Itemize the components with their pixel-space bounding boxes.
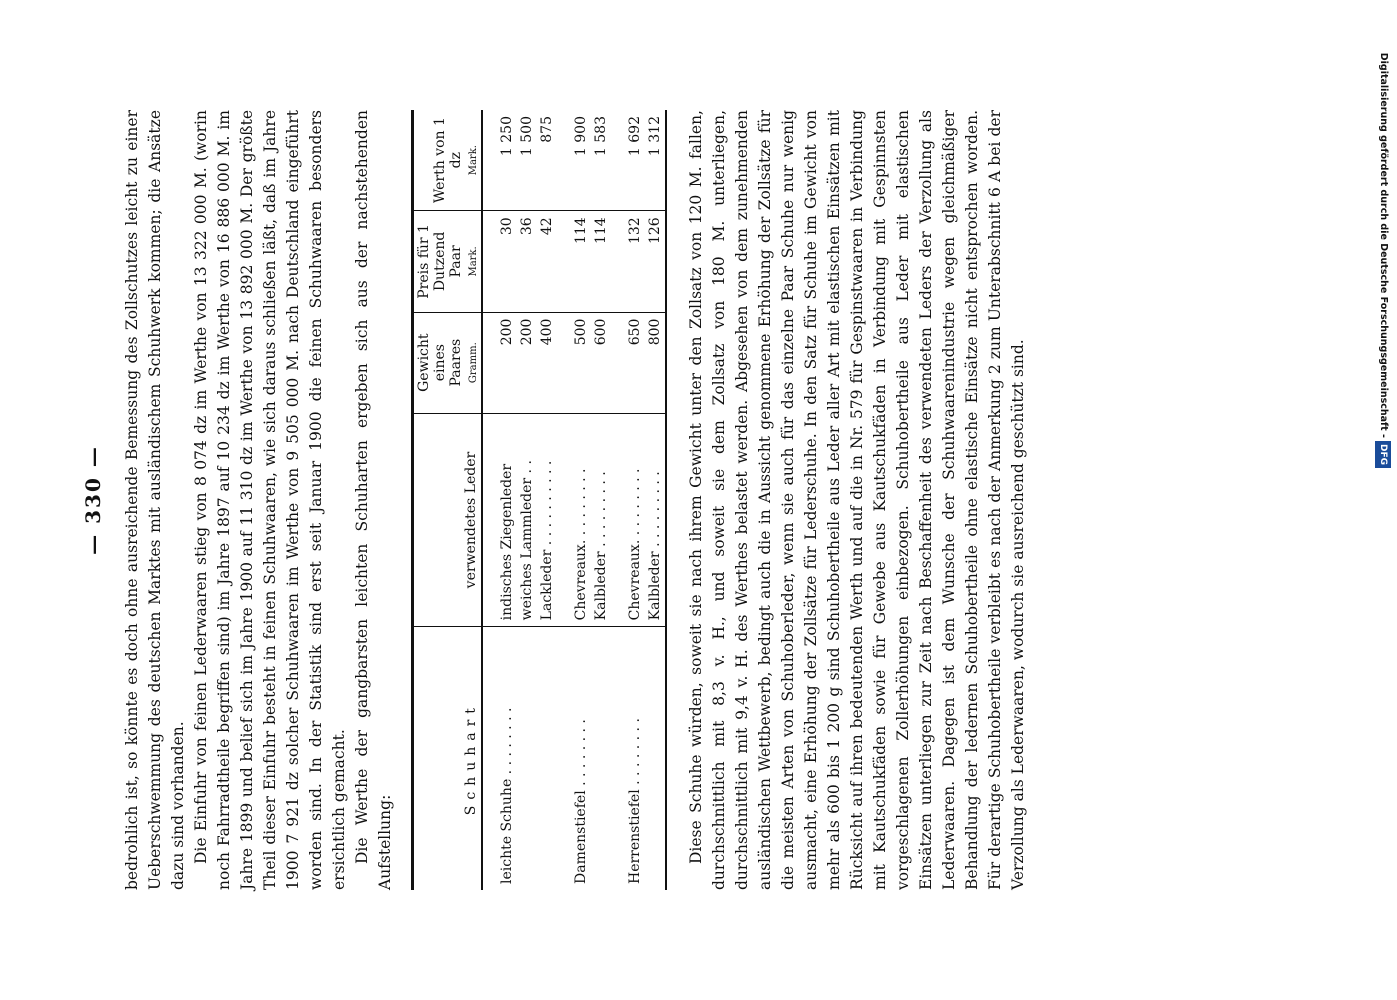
table-spacer-row (482, 110, 497, 890)
header-werth (413, 110, 483, 211)
table-header-row (413, 110, 483, 890)
cell-schuhart (537, 627, 557, 890)
cell-leder: indisches Ziegenleder (497, 413, 517, 627)
table-spacer-row (557, 110, 571, 890)
table-row (537, 110, 557, 890)
cell-werth: 1 692 (625, 110, 645, 211)
header-gewicht-unit: Gramm. (468, 342, 479, 384)
cell-gewicht: 200 (497, 312, 517, 413)
paragraph-1: bedrohlich ist, so könnte es doch ohne ausreichende Bemessung des Zollschutzes leicht zu einer Ueberschwemmung des deutschen Marktes mit ausländischem Schuhwerk kommen; die Ansätze dazu sind vorhanden. (123, 110, 187, 890)
table-row (625, 110, 645, 890)
paragraph-4: Diese Schuhe würden, soweit sie nach ihrem Gewicht unter den Zollsatz von 120 M. fallen, durchschnittlich mit 8,3 v. H., und soweit sie dem Zollsatz von 180 M. unterliegen, durchschnittlich mit 9,4 v. H. des Werthes belastet werden. Abgesehen von dem zunehmenden ausländischen Wettbewerb, bedingt auch die in Aussicht genommene Erhöhung der Zollsätze für die meisten Arten von Schuhoberleder, wenn sie auch für das einzelne Paar Schuhe nur wenig ausmacht, eine Erhöhung der Zollsätze für Lederschuhe. In den Satz für Schuhe im Gewicht von mehr als 600 bis 1 200 g sind Schuhobertheile aus Leder aller Art mit elastischen Einsätzen mit Rücksicht auf ihren bedeutenden Werth und auf die in Nr. 579 für Gespinstwaaren in Verbindung mit Kautschukfäden sowie für Gewebe aus Kautschukfäden in Verbindung mit Gespinnsten vorgeschlagenen Zollerhöhungen einbezogen. Schuhobertheile aus Leder mit elastischen Einsätzen unterliegen zur Zeit nach Beschaffenheit des verwendeten Leders der Verzollung als Lederwaaren. Dagegen ist dem Wunsche der Schuhwaarenindustrie wegen gleichmäßiger Behandlung der ledernen Schuhobertheile ohne elastische Einsätze nicht entsprochen worden. Für derartige Schuhobertheile verbleibt es nach der Anmerkung 2 zum Unterabschnitt 6 A bei der Verzollung als Lederwaaren, wodurch sie ausreichend geschützt sind. (687, 110, 1027, 890)
table-row (497, 110, 517, 890)
cell-schuhart: Herrenstiefel . . . . . . . . (627, 718, 643, 884)
cell-werth: 1 900 (571, 110, 591, 211)
header-schuhart: Schuhart (413, 627, 483, 890)
cell-leder: Kalbleder . . . . . . . . . (645, 413, 666, 627)
header-preis (413, 211, 483, 312)
paragraph-3: Die Werthe der gangbarsten leichten Schuharten ergeben sich aus der nachstehenden Aufstellung: (353, 110, 394, 890)
dfg-watermark-text-wrap (1375, 8, 1391, 468)
cell-preis: 132 (625, 211, 645, 312)
cell-schuhart (645, 627, 666, 890)
cell-schuhart (591, 627, 611, 890)
cell-gewicht: 200 (517, 312, 537, 413)
cell-preis: 42 (537, 211, 557, 312)
cell-preis: 114 (591, 211, 611, 312)
cell-schuhart: Damenstiefel . . . . . . . . (573, 719, 589, 884)
cell-gewicht: 400 (537, 312, 557, 413)
cell-gewicht: 600 (591, 312, 611, 413)
table-row (571, 110, 591, 890)
table-spacer-row (611, 110, 625, 890)
cell-werth: 1 250 (497, 110, 517, 211)
cell-leder: Lackleder . . . . . . . . . . (537, 413, 557, 627)
header-werth-label: Werth von 1 dz (432, 117, 464, 204)
cell-leder: Chevreaux. . . . . . . . . (571, 413, 591, 627)
dfg-watermark (1375, 8, 1391, 468)
cell-preis: 36 (517, 211, 537, 312)
paragraph-2: Die Einfuhr von feinen Lederwaaren stieg von 8 074 dz im Werthe von 13 322 000 M. (worin noch Fahrradtheile begriffen sind) im Jahre 1897 auf 10 234 dz im Werthe von 16 886 000 M. im Jahre 1899 und belief sich im Jahre 1900 auf 11 310 dz im Werthe von 13 892 000 M. Der größte Theil dieser Einfuhr besteht in feinen Schuhwaaren, wie sich daraus schließen läßt, daß im Jahre 1900 7 921 dz solcher Schuhwaaren im Werthe von 9 505 000 M. nach Deutschland eingeführt worden sind. In der Statistik sind erst seit Januar 1900 die feinen Schuhwaaren besonders ersichtlich gemacht. (192, 110, 348, 890)
dfg-watermark-text: Digitalisierung gefördert durch die Deutsche Forschungsgemeinschaft - (1378, 52, 1389, 438)
cell-schuhart: leichte Schuhe . . . . . . . . (499, 707, 515, 884)
dfg-logo: DFG (1375, 441, 1391, 468)
table-row (645, 110, 666, 890)
shoe-values-table (411, 110, 667, 890)
header-gewicht-label: Gewicht eines Paares (416, 333, 464, 392)
table-row (591, 110, 611, 890)
cell-werth: 1 583 (591, 110, 611, 211)
cell-gewicht: 800 (645, 312, 666, 413)
cell-preis: 30 (497, 211, 517, 312)
cell-werth: 875 (537, 110, 557, 211)
table-row (517, 110, 537, 890)
cell-preis: 126 (645, 211, 666, 312)
cell-werth: 1 312 (645, 110, 666, 211)
cell-gewicht: 500 (571, 312, 591, 413)
cell-werth: 1 500 (517, 110, 537, 211)
header-preis-label: Preis für 1 Dutzend Paar (416, 224, 464, 299)
cell-leder: weiches Lammleder . . (517, 413, 537, 627)
header-preis-unit: Mark. (468, 246, 479, 277)
header-werth-unit: Mark. (468, 145, 479, 176)
cell-leder: Chevreaux. . . . . . . . . (625, 413, 645, 627)
cell-schuhart (517, 627, 537, 890)
header-gewicht (413, 312, 483, 413)
rotated-document-page (45, 70, 1145, 930)
header-leder: verwendetes Leder (413, 413, 483, 627)
cell-preis: 114 (571, 211, 591, 312)
cell-leder: Kalbleder . . . . . . . . . (591, 413, 611, 627)
page-number: — 330 — (81, 445, 105, 555)
cell-gewicht: 650 (625, 312, 645, 413)
